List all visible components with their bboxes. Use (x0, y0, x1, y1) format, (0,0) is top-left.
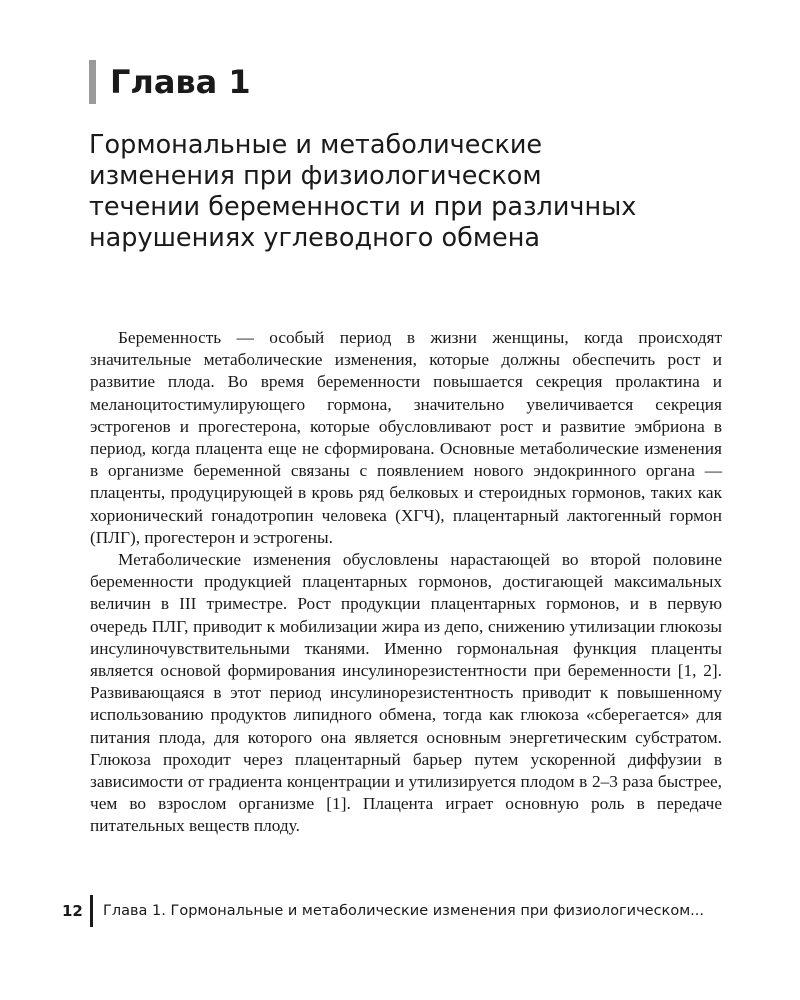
chapter-title-line: Гормональные и метаболические (89, 130, 543, 160)
running-title: Глава 1. Гормональные и метаболические изменения при физиологическом... (103, 903, 704, 919)
chapter-title-line: нарушениях углеводного обмена (89, 223, 541, 253)
chapter-label: Глава 1 (110, 63, 251, 101)
body-text (90, 327, 722, 838)
chapter-title (89, 130, 769, 254)
chapter-title-line: течении беременности и при различных (89, 192, 637, 222)
body-paragraph: Беременность — особый период в жизни женщины, когда происходят значительные метаболические изменения, которые должны обеспечить рост и развитие плода. Во время беременности повышается секреция пролактина и меланоцитостимулирующего гормона, значительно увеличивается секреция эстрогенов и прогестерона, которые обусловливают рост и развитие эмбриона в период, когда плацента еще не сформирована. Основные метаболические изменения в организме беременной связаны с появлением нового эндокринного органа — плаценты, продуцирующей в кровь ряд белковых и стероидных гормонов, таких как хорионический гонадотропин человека (ХГЧ), плацентарный лактогенный гормон (ПЛГ), прогестерон и эстрогены. (90, 328, 722, 547)
footer-divider (90, 895, 93, 927)
page-number: 12 (62, 902, 83, 920)
body-paragraph: Метаболические изменения обусловлены нарастающей во второй половине беременности продукцией плацентарных гормонов, достигающей максимальных величин в III триместре. Рост продукции плацентарных гормонов, и в первую очередь ПЛГ, приводит к мобилизации жира из депо, снижению утилизации глюкозы инсулиночувствительными тканями. Именно гормональная функция плаценты является основой формирования инсулинорезистентности при беременности [1, 2]. Развивающаяся в этот период инсулинорезистентность приводит к повышенному использованию продуктов липидного обмена, тогда как глюкоза «сберегается» для питания плода, для которого она является основным энергетическим субстратом. Глюкоза проходит через плацентарный барьер путем ускоренной диффузии в зависимости от градиента концентрации и утилизируется плодом в 2–3 раза быстрее, чем во взрослом организме [1]. Плацента играет основную роль в передаче питательных веществ плоду. (90, 550, 722, 836)
chapter-title-line: изменения при физиологическом (89, 161, 542, 191)
chapter-accent-bar (89, 60, 96, 104)
